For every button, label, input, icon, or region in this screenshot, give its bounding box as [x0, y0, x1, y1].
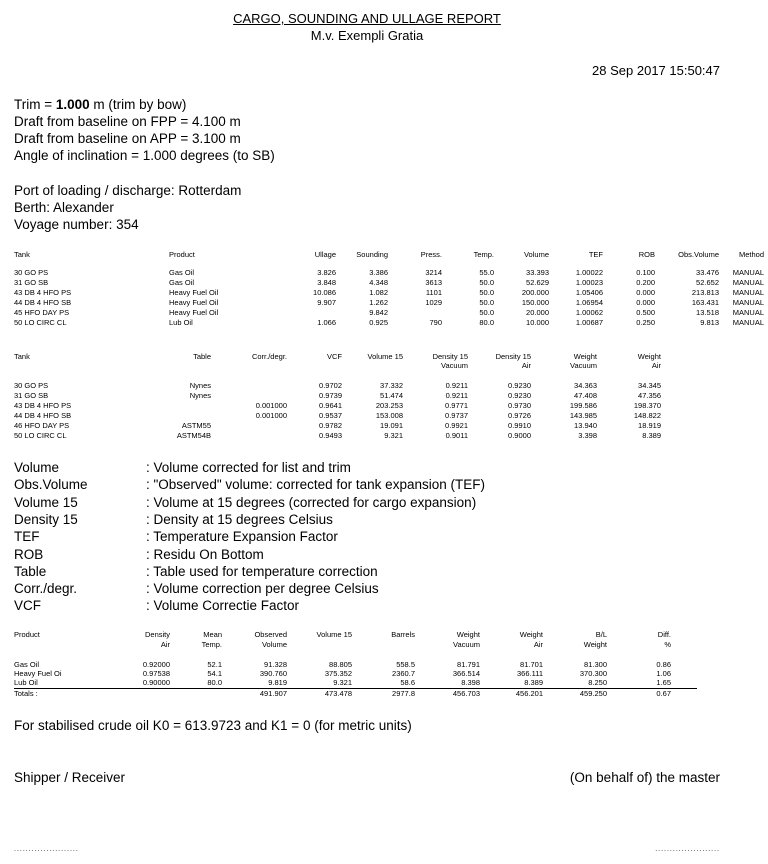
table-cell: 9.321 [384, 431, 403, 440]
column-subheader: Vacuum [570, 361, 597, 370]
table-cell: 20.000 [526, 308, 549, 317]
table-row [0, 411, 768, 421]
table-cell: ASTM55 [181, 421, 211, 430]
table-cell: 9.907 [317, 298, 336, 307]
legend-definition: : Residu On Bottom [146, 546, 264, 562]
column-header: B/L [595, 630, 607, 639]
table-subheader-row [0, 640, 768, 650]
table-cell: 8.250 [588, 678, 607, 687]
table-cell: Heavy Fuel Oi [14, 669, 62, 678]
table-cell: 199.586 [569, 401, 597, 410]
column-header: Temp. [473, 250, 494, 259]
table-cell: 0.9782 [319, 421, 342, 430]
table-cell: 0.9921 [445, 421, 468, 430]
table-cell: 47.408 [574, 391, 597, 400]
table-cell: 0.9211 [445, 381, 468, 390]
column-subheader: Vacuum [453, 640, 480, 649]
table-cell: 9.842 [369, 308, 388, 317]
legend-definition: : "Observed" volume: corrected for tank expansion (TEF) [146, 477, 485, 493]
table-cell: 0.9537 [319, 411, 342, 420]
table-cell: 390.760 [259, 669, 287, 678]
column-header: Corr./degr. [251, 352, 287, 361]
table-cell: 1.066 [317, 318, 336, 327]
table-cell: Nynes [189, 391, 211, 400]
table-cell: 31 GO SB [14, 391, 49, 400]
column-header: Density 15 [432, 352, 468, 361]
legend-term: TEF [14, 529, 40, 545]
table-cell: Lub Oil [14, 678, 38, 687]
table-cell: 375.352 [324, 669, 352, 678]
shipper-signature-line: ...................... [14, 846, 79, 853]
table-cell: 34.363 [574, 381, 597, 390]
table-cell: 366.514 [452, 669, 480, 678]
table-cell: 3.848 [317, 278, 336, 287]
column-header: Press. [420, 250, 442, 259]
trim-line: Trim = 1.000 m (trim by bow) [14, 97, 187, 112]
table-cell: 43 DB 4 HFO PS [14, 288, 72, 297]
table-cell: Heavy Fuel Oil [169, 288, 219, 297]
table-cell: 50 LO CIRC CL [14, 431, 67, 440]
table-cell: 9.819 [268, 678, 287, 687]
table-cell: 1.05406 [575, 288, 603, 297]
legend-term: Obs.Volume [14, 477, 88, 493]
column-header: Tank [14, 250, 30, 259]
column-header: Density [144, 630, 170, 639]
table-cell: 3.826 [317, 268, 336, 277]
table-row [0, 391, 768, 401]
table-cell: 46 HFO DAY PS [14, 421, 70, 430]
table-cell: 8.389 [642, 431, 661, 440]
table-cell: MANUAL [732, 268, 764, 277]
table-row [0, 298, 768, 308]
table-cell: 213.813 [691, 288, 719, 297]
table-cell: 153.008 [375, 411, 403, 420]
table-cell: 13.518 [696, 308, 719, 317]
totals-cell: 0.67 [656, 689, 671, 698]
column-subheader: Air [521, 361, 531, 370]
table-cell: 790 [429, 318, 442, 327]
table-cell: 9.321 [333, 678, 352, 687]
table-cell: 3.386 [369, 268, 388, 277]
crude-oil-note: For stabilised crude oil K0 = 613.9723 and K1 = 0 (for metric units) [14, 718, 412, 733]
table-row [0, 308, 768, 318]
table-cell: Nynes [189, 381, 211, 390]
table-cell: 0.000 [636, 288, 655, 297]
legend-definition: : Density at 15 degrees Celsius [146, 511, 333, 527]
table-cell: 0.250 [636, 318, 655, 327]
legend-term: Corr./degr. [14, 581, 78, 597]
table-cell: 51.474 [380, 391, 403, 400]
column-header: Weight [637, 352, 661, 361]
table-cell: 200.000 [521, 288, 549, 297]
report-title: CARGO, SOUNDING AND ULLAGE REPORT [233, 11, 501, 26]
shipper-receiver-label: Shipper / Receiver [14, 770, 126, 785]
table-cell: 0.9230 [508, 391, 531, 400]
table-subheader-row [0, 361, 768, 371]
table-cell: 37.332 [380, 381, 403, 390]
table-cell: 0.000 [636, 298, 655, 307]
column-header: Weight [573, 352, 597, 361]
column-header: Method [738, 250, 764, 259]
table-cell: 0.9000 [508, 431, 531, 440]
table-cell: 88.805 [329, 660, 352, 669]
table-cell: 34.345 [638, 381, 661, 390]
column-header: Obs.Volume [678, 250, 719, 259]
table-cell: 58.6 [400, 678, 415, 687]
master-signature-line: ...................... [655, 846, 720, 853]
table-cell: 3214 [425, 268, 442, 277]
table-cell: 1.06 [656, 669, 671, 678]
legend-definition: : Volume at 15 degrees (corrected for cargo expansion) [146, 494, 477, 510]
table-cell: 3.398 [578, 431, 597, 440]
table-header-row [0, 250, 768, 260]
table-cell: 0.9771 [445, 401, 468, 410]
table-row [0, 288, 768, 298]
table-cell: 52.652 [696, 278, 719, 287]
table-row [0, 318, 768, 328]
voyage-number: Voyage number: 354 [14, 217, 139, 232]
table-cell: 81.701 [520, 660, 543, 669]
table-cell: 4.348 [369, 278, 388, 287]
table-cell: 0.001000 [255, 411, 287, 420]
column-header: Weight [456, 630, 480, 639]
column-subheader: Volume [261, 640, 287, 649]
table-cell: 10.000 [526, 318, 549, 327]
table-cell: 0.86 [656, 660, 671, 669]
table-cell: 44 DB 4 HFO SB [14, 298, 72, 307]
table-cell: ASTM54B [176, 431, 211, 440]
totals-cell: 456.703 [452, 689, 480, 698]
table-cell: 203.253 [375, 401, 403, 410]
table-cell: 10.086 [313, 288, 336, 297]
table-cell: 2360.7 [392, 669, 415, 678]
table-cell: 0.9493 [319, 431, 342, 440]
table-cell: Gas Oil [14, 660, 40, 669]
column-header: Volume 15 [367, 352, 403, 361]
table-cell: 1.262 [369, 298, 388, 307]
table-cell: 80.0 [479, 318, 494, 327]
legend-definition: : Volume Correctie Factor [146, 598, 300, 614]
legend-term: VCF [14, 598, 41, 614]
column-header: Product [169, 250, 195, 259]
table-cell: 8.398 [461, 678, 480, 687]
table-cell: 1.00687 [575, 318, 603, 327]
table-cell: 45 HFO DAY PS [14, 308, 70, 317]
table-cell: Lub Oil [169, 318, 193, 327]
table-cell: 148.822 [633, 411, 661, 420]
vessel-name: M.v. Exempli Gratia [310, 28, 424, 43]
table-row [0, 431, 768, 441]
table-cell: 13.940 [574, 421, 597, 430]
column-header: Density 15 [495, 352, 531, 361]
table-cell: Heavy Fuel Oil [169, 308, 219, 317]
table-cell: 0.9702 [319, 381, 342, 390]
table-cell: 150.000 [521, 298, 549, 307]
table-cell: 54.1 [207, 669, 222, 678]
table-cell: 1.00022 [575, 268, 603, 277]
table-cell: Gas Oil [169, 278, 195, 287]
table-cell: 163.431 [691, 298, 719, 307]
table-cell: 0.9730 [508, 401, 531, 410]
table-cell: Gas Oil [169, 268, 195, 277]
master-label: (On behalf of) the master [569, 770, 720, 785]
table-cell: 1.082 [369, 288, 388, 297]
legend-definition: : Temperature Expansion Factor [146, 529, 338, 545]
column-header: VCF [327, 352, 342, 361]
table-cell: 30 GO PS [14, 381, 49, 390]
table-cell: 3613 [425, 278, 442, 287]
column-header: Barrels [391, 630, 415, 639]
table-cell: 0.92000 [142, 660, 170, 669]
table-row [0, 278, 768, 288]
table-cell: 33.393 [526, 268, 549, 277]
table-cell: 0.9211 [445, 391, 468, 400]
table-cell: 1029 [425, 298, 442, 307]
table-cell: 1101 [425, 288, 442, 297]
table-row [0, 401, 768, 411]
table-cell: 52.629 [526, 278, 549, 287]
table-cell: 366.111 [517, 669, 543, 678]
table-cell: MANUAL [732, 308, 764, 317]
table-cell: 0.100 [636, 268, 655, 277]
table-cell: MANUAL [732, 278, 764, 287]
angle-of-inclination: Angle of inclination = 1.000 degrees (to SB) [14, 148, 275, 163]
table-cell: 0.97538 [142, 669, 170, 678]
totals-cell: 459.250 [579, 689, 607, 698]
table-cell: 31 GO SB [14, 278, 49, 287]
table-cell: 0.925 [369, 318, 388, 327]
table-row [0, 381, 768, 391]
table-cell: 198.370 [633, 401, 661, 410]
table-cell: 1.00062 [575, 308, 603, 317]
table-cell: 30 GO PS [14, 268, 49, 277]
table-cell: 0.001000 [255, 401, 287, 410]
table-cell: 47.356 [638, 391, 661, 400]
table-cell: 81.791 [457, 660, 480, 669]
table-cell: 1.00023 [575, 278, 603, 287]
table-cell: 143.985 [569, 411, 597, 420]
table-cell: 0.9739 [319, 391, 342, 400]
column-subheader: Temp. [201, 640, 222, 649]
legend-term: Volume 15 [14, 494, 78, 510]
table-cell: Heavy Fuel Oil [169, 298, 219, 307]
totals-cell: 491.907 [259, 689, 287, 698]
legend-definition: : Table used for temperature correction [146, 563, 378, 579]
column-subheader: Vacuum [441, 361, 468, 370]
table-cell: 50.0 [479, 288, 494, 297]
column-subheader: Air [651, 361, 661, 370]
column-subheader: Weight [583, 640, 607, 649]
legend-term: Table [14, 563, 47, 579]
column-header: Ullage [314, 250, 336, 259]
table-cell: 0.9230 [508, 381, 531, 390]
column-header: Mean [203, 630, 222, 639]
column-header: TEF [588, 250, 603, 259]
legend-definition: : Volume correction per degree Celsius [146, 581, 379, 597]
table-cell: 0.9737 [445, 411, 468, 420]
berth: Berth: Alexander [14, 200, 114, 215]
column-header: Tank [14, 352, 30, 361]
column-subheader: Air [160, 640, 170, 649]
legend-term: ROB [14, 546, 44, 562]
table-cell: 558.5 [396, 660, 415, 669]
table-cell: 8.389 [524, 678, 543, 687]
column-header: ROB [638, 250, 655, 259]
table-cell: 50.0 [479, 308, 494, 317]
table-cell: 19.091 [380, 421, 403, 430]
totals-cell: 473.478 [324, 689, 352, 698]
column-header: Product [14, 630, 40, 639]
table-cell: 0.9726 [508, 411, 531, 420]
table-cell: 370.300 [579, 669, 607, 678]
table-cell: 91.328 [264, 660, 287, 669]
table-cell: 0.200 [636, 278, 655, 287]
table-row [0, 268, 768, 278]
column-header: Volume 15 [316, 630, 352, 639]
column-header: Diff. [657, 630, 671, 639]
column-header: Observed [254, 630, 287, 639]
column-subheader: Air [533, 640, 543, 649]
column-header: Weight [519, 630, 543, 639]
table-cell: MANUAL [732, 318, 764, 327]
table-cell: 0.9011 [445, 431, 468, 440]
table-cell: 43 DB 4 HFO PS [14, 401, 72, 410]
port: Port of loading / discharge: Rotterdam [14, 183, 242, 198]
table-cell: 1.06954 [575, 298, 603, 307]
table-cell: 80.0 [207, 678, 222, 687]
table-cell: 0.9910 [508, 421, 531, 430]
table-cell: 81.300 [584, 660, 607, 669]
draft-fpp: Draft from baseline on FPP = 4.100 m [14, 114, 241, 129]
table-cell: 50.0 [479, 298, 494, 307]
totals-cell: 456.201 [515, 689, 543, 698]
legend-term: Volume [14, 460, 60, 475]
column-header: Volume [523, 250, 549, 259]
table-cell: 18.919 [638, 421, 661, 430]
table-cell: 0.90000 [142, 678, 170, 687]
column-subheader: % [664, 640, 671, 649]
table-row [0, 421, 768, 431]
table-cell: 33.476 [696, 268, 719, 277]
table-cell: 55.0 [479, 268, 494, 277]
table-cell: 9.813 [700, 318, 719, 327]
table-cell: 1.65 [656, 678, 671, 687]
table-cell: 0.9641 [319, 401, 342, 410]
column-header: Sounding [356, 250, 388, 259]
report-datetime: 28 Sep 2017 15:50:47 [592, 63, 720, 78]
table-cell: MANUAL [732, 298, 764, 307]
totals-cell: 2977.8 [392, 689, 415, 698]
draft-app: Draft from baseline on APP = 3.100 m [14, 131, 241, 146]
table-row [0, 678, 768, 688]
table-header-row [0, 630, 768, 640]
table-cell: 44 DB 4 HFO SB [14, 411, 72, 420]
totals-row [0, 689, 768, 699]
table-cell: 50.0 [479, 278, 494, 287]
legend-term: Density 15 [14, 511, 78, 527]
table-cell: 50 LO CIRC CL [14, 318, 67, 327]
totals-cell: Totals : [14, 689, 38, 698]
table-cell: 52.1 [207, 660, 222, 669]
column-header: Table [193, 352, 211, 361]
table-cell: 0.500 [636, 308, 655, 317]
table-cell: MANUAL [732, 288, 764, 297]
legend-definition: : Volume corrected for list and trim [146, 460, 351, 475]
